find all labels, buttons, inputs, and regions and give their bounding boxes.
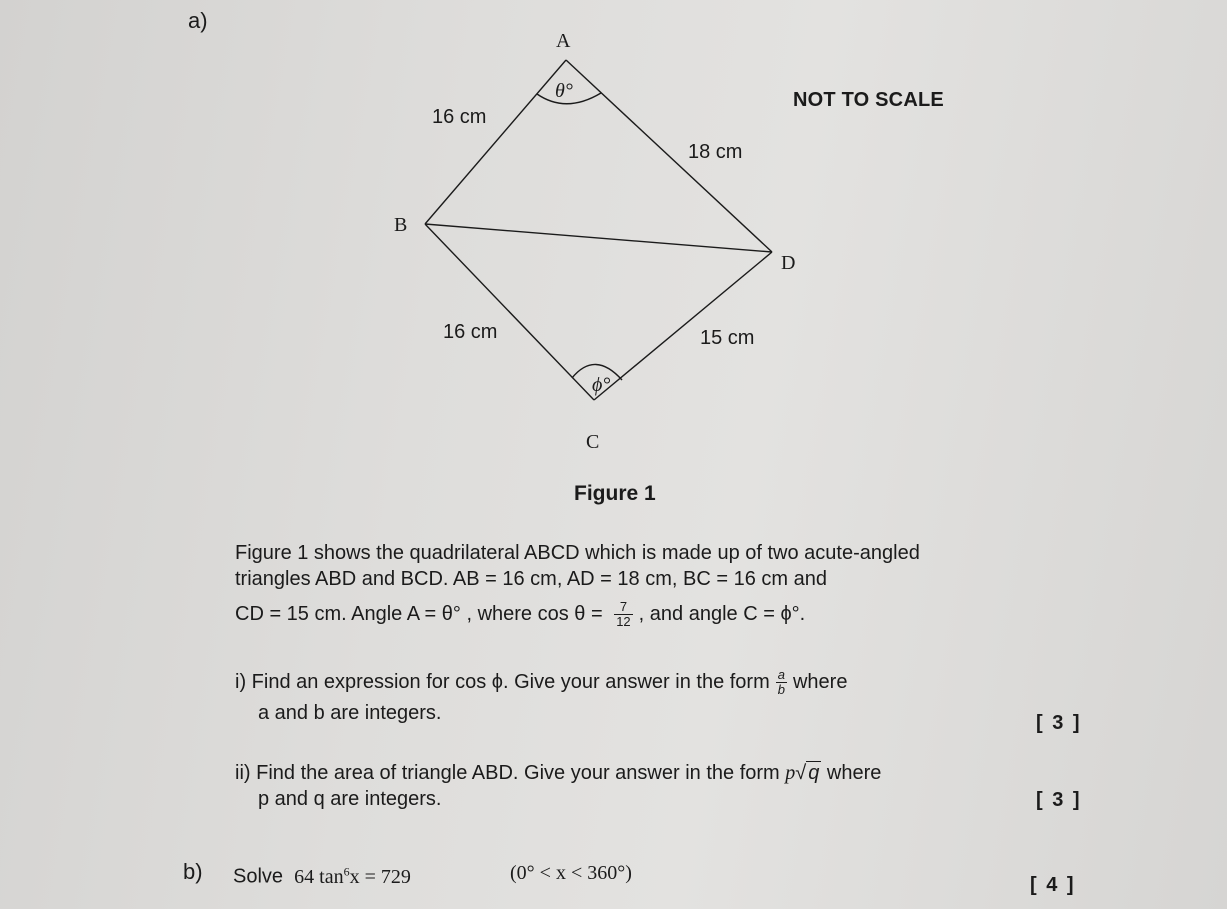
question-ii-marks: [ 3 ] [1036,789,1082,811]
description-line-1: Figure 1 shows the quadrilateral ABCD which is made up of two acute-angled [235,542,920,564]
solve-word: Solve [233,865,284,888]
length-ab-label: 16 cm [432,106,487,128]
question-ii-line-1 [235,760,881,786]
question-i-marks: [ 3 ] [1036,712,1082,734]
part-a-label: a) [188,8,208,33]
form-fraction-denominator: b [777,682,785,697]
not-to-scale-note: NOT TO SCALE [793,89,944,111]
angle-theta-label: θ° [555,80,573,102]
angle-phi-label: ϕ° [592,374,611,396]
part-b-marks: [ 4 ] [1030,874,1076,896]
vertex-b-label: B [394,214,408,236]
figure-caption: Figure 1 [574,482,656,505]
side-bc [425,224,594,400]
length-cd-label: 15 cm [700,327,755,349]
p-variable: p [785,762,796,784]
question-i-line-1-start: i) Find an expression for cos ϕ. Give your answer in the form [235,670,770,693]
sqrt-symbol: √ [795,762,807,784]
equation-base: 64 tan [294,865,344,888]
equation-rest: x = 729 [349,865,411,888]
part-b-range: (0° < x < 360°) [510,862,632,884]
cos-theta-denominator: 12 [616,614,631,629]
question-i-line-1 [235,668,847,697]
equation-exponent: 6 [343,864,350,878]
vertex-d-label: D [781,252,796,274]
length-ad-label: 18 cm [688,141,743,163]
part-b-label: b) [183,859,203,884]
question-ii-line-2: p and q are integers. [258,788,442,810]
side-bd [425,224,772,252]
cos-theta-fraction [614,600,632,629]
vertex-c-label: C [586,431,600,453]
question-ii-line-1-start: ii) Find the area of triangle ABD. Give your answer in the form [235,762,780,784]
equation [294,866,411,888]
part-b-question [233,858,411,890]
description-line-3-start: CD = 15 cm. Angle A = θ° , where cos θ = [235,602,609,625]
form-fraction [776,668,787,697]
length-bc-label: 16 cm [443,321,498,343]
description-line-2: triangles ABD and BCD. AB = 16 cm, AD = 18 cm, BC = 16 cm and [235,568,827,590]
side-ab [425,60,566,224]
cos-theta-numerator: 7 [614,600,632,615]
form-fraction-numerator: a [777,667,785,682]
description-line-3 [235,600,805,629]
question-i-line-1-end: where [792,670,848,693]
q-variable: q [808,762,820,784]
vertex-a-label: A [556,30,571,52]
description-line-3-end: , and angle C = ϕ°. [638,602,806,625]
question-i-line-2: a and b are integers. [258,702,442,724]
question-ii-line-1-end: where [826,762,882,784]
